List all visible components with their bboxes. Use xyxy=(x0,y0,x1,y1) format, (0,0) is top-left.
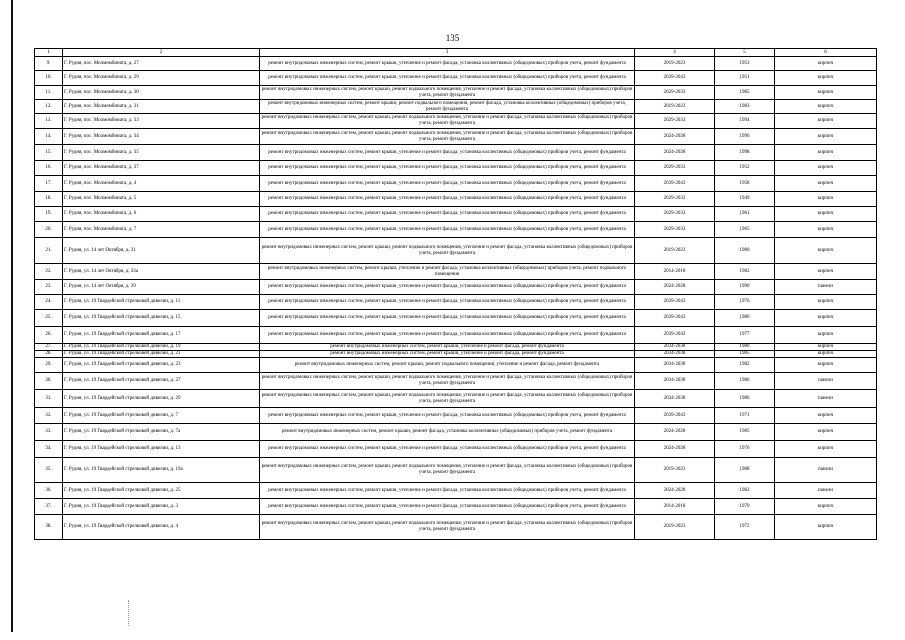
row-number: 11. xyxy=(35,86,63,100)
table-row xyxy=(35,351,877,358)
row-year: 1961 xyxy=(715,207,775,222)
column-number-header-row xyxy=(35,49,877,57)
row-material: кирпич xyxy=(775,114,877,129)
row-number: 12. xyxy=(35,100,63,114)
row-year: 1988 xyxy=(715,458,775,483)
row-works: ремонт внутридомовых инженерных систем, ремонт крыши, утепление и ремонт фасада, установка коллективных (общедомовых) приборов учета, ремонт фундамента xyxy=(260,71,635,86)
row-year: 1985 xyxy=(715,424,775,441)
table-row xyxy=(35,129,877,145)
row-works: ремонт внутридомовых инженерных систем, ремонт крыши, ремонт подвального помещения, утепление и ремонт фасада, ремонт фундамента xyxy=(260,358,635,373)
row-address: Г. Рудня, ул. 14 лет Октября, д. 31 xyxy=(63,238,260,264)
row-works: ремонт внутридомовых инженерных систем, ремонт крыши, ремонт подвального помещения, утепление и ремонт фасада, установка коллективных (общедомовых) приборов учета, ремонт фундамента xyxy=(260,390,635,408)
table-row xyxy=(35,483,877,499)
col-header-3: 3 xyxy=(260,49,635,57)
row-works: ремонт внутридомовых инженерных систем, ремонт крыши, утепление и ремонт фасада, ремонт фундамента xyxy=(260,351,635,358)
row-address: Г. Рудня, ул. 19 Гвардейской стрелковой дивизии, д. 23 xyxy=(63,358,260,373)
col-header-4: 4 xyxy=(635,49,715,57)
row-period: 2029-2033 xyxy=(635,114,715,129)
table-row xyxy=(35,358,877,373)
row-number: 20. xyxy=(35,222,63,238)
row-number: 37. xyxy=(35,499,63,515)
table-row xyxy=(35,441,877,458)
col-header-2: 2 xyxy=(63,49,260,57)
row-material: кирпич xyxy=(775,310,877,327)
row-period: 2024-2028 xyxy=(635,129,715,145)
row-address: Г. Рудня, ул. 19 Гвардейской стрелковой дивизии, д. 4 xyxy=(63,515,260,540)
table-row xyxy=(35,408,877,424)
table-row xyxy=(35,71,877,86)
row-works: ремонт внутридомовых инженерных систем, ремонт крыши, ремонт подвального помещения, утепление и ремонт фасада, установка коллективных (общедомовых) приборов учета, ремонт фундамента xyxy=(260,129,635,145)
row-address: Г. Рудня, ул. 19 Гвардейской стрелковой дивизии, д. 21 xyxy=(63,351,260,358)
row-number: 29. xyxy=(35,358,63,373)
row-address: Г. Рудня, пос. Молмомбината, д. 4 xyxy=(63,176,260,192)
table-row xyxy=(35,207,877,222)
row-year: 1951 xyxy=(715,71,775,86)
row-works: ремонт внутридомовых инженерных систем, ремонт крыши, ремонт подвального помещения, ремонт фасада, установка коллективных (общедомовых) приборов учета, ремонт фундамента xyxy=(260,100,635,114)
row-address: Г. Рудня, пос. Молмомбината, д. 31 xyxy=(63,100,260,114)
row-material: кирпич xyxy=(775,176,877,192)
col-header-1: 1 xyxy=(35,49,63,57)
table-row xyxy=(35,424,877,441)
row-number: 14. xyxy=(35,129,63,145)
row-number: 19. xyxy=(35,207,63,222)
row-address: Г. Рудня, ул. 14 лет Октября, д. 33а xyxy=(63,264,260,280)
row-number: 38. xyxy=(35,515,63,540)
row-year: 1971 xyxy=(715,408,775,424)
row-period: 2039-2043 xyxy=(635,176,715,192)
row-material: панели xyxy=(775,458,877,483)
row-works: ремонт внутридомовых инженерных систем, ремонт крыши, утепление и ремонт фасада, установка коллективных (общедомовых) приборов учета, ремонт подвального помещения xyxy=(260,264,635,280)
row-number: 27. xyxy=(35,344,63,351)
row-works: ремонт внутридомовых инженерных систем, ремонт крыши, ремонт подвального помещения, утепление и ремонт фасада, установка коллективных (общедомовых) приборов учета, ремонт фундамента xyxy=(260,458,635,483)
row-period: 2034-2038 xyxy=(635,358,715,373)
row-period: 2019-2023 xyxy=(635,515,715,540)
row-number: 23. xyxy=(35,280,63,295)
row-address: Г. Рудня, пос. Молмомбината, д. 29 xyxy=(63,71,260,86)
row-year: 1977 xyxy=(715,327,775,344)
row-works: ремонт внутридомовых инженерных систем, ремонт крыши, утепление и ремонт фасада, установка коллективных (общедомовых) приборов учета, ремонт фундамента xyxy=(260,327,635,344)
row-year: 1953 xyxy=(715,57,775,71)
row-material: кирпич xyxy=(775,71,877,86)
repair-schedule-table xyxy=(34,48,877,540)
row-material: кирпич xyxy=(775,515,877,540)
row-number: 26. xyxy=(35,327,63,344)
row-works: ремонт внутридомовых инженерных систем, ремонт крыши, утепление и ремонт фасада, установка коллективных (общедомовых) приборов учета, ремонт фундамента xyxy=(260,161,635,176)
row-number: 16. xyxy=(35,161,63,176)
col-header-5: 5 xyxy=(715,49,775,57)
row-address: Г. Рудня, ул. 19 Гвардейской стрелковой дивизии, д. 25 xyxy=(63,483,260,499)
table-row xyxy=(35,161,877,176)
row-address: Г. Рудня, ул. 19 Гвардейской стрелковой дивизии, д. 19а xyxy=(63,458,260,483)
row-material: кирпич xyxy=(775,327,877,344)
row-address: Г. Рудня, пос. Молмомбината, д. 27 xyxy=(63,57,260,71)
row-material: панели xyxy=(775,390,877,408)
row-year: 1976 xyxy=(715,441,775,458)
row-number: 28. xyxy=(35,351,63,358)
row-number: 22. xyxy=(35,264,63,280)
row-address: Г. Рудня, ул. 14 лет Октября, д. 39 xyxy=(63,280,260,295)
row-number: 21. xyxy=(35,238,63,264)
row-number: 35. xyxy=(35,458,63,483)
row-works: ремонт внутридомовых инженерных систем, ремонт крыши, утепление и ремонт фасада, установка коллективных (общедомовых) приборов учета, ремонт фундамента xyxy=(260,499,635,515)
row-number: 32. xyxy=(35,408,63,424)
row-works: ремонт внутридомовых инженерных систем, ремонт крыши, ремонт подвального помещения, утепление и ремонт фасада, установка коллективных (общедомовых) приборов учета, ремонт фундамента xyxy=(260,238,635,264)
table-row xyxy=(35,458,877,483)
row-material: кирпич xyxy=(775,57,877,71)
row-period: 2039-2043 xyxy=(635,310,715,327)
table-row xyxy=(35,390,877,408)
row-number: 31. xyxy=(35,390,63,408)
row-period: 2039-2043 xyxy=(635,295,715,310)
row-period: 2039-2043 xyxy=(635,408,715,424)
row-material: кирпич xyxy=(775,238,877,264)
row-works: ремонт внутридомовых инженерных систем, ремонт крыши, утепление и ремонт фасада, установка коллективных (общедомовых) приборов учета, ремонт фундамента xyxy=(260,176,635,192)
row-works: ремонт внутридомовых инженерных систем, ремонт крыши, утепление и ремонт фасада, установка коллективных (общедомовых) приборов учета, ремонт фундамента xyxy=(260,222,635,238)
row-address: Г. Рудня, ул. 19 Гвардейской стрелковой дивизии, д. 29 xyxy=(63,390,260,408)
row-works: ремонт внутридомовых инженерных систем, ремонт крыши, утепление и ремонт фасада, ремонт фундамента xyxy=(260,344,635,351)
row-works: ремонт внутридомовых инженерных систем, ремонт крыши, ремонт фасада, установка коллективных (общедомовых) приборов учета, ремонт фундамента xyxy=(260,424,635,441)
table-row xyxy=(35,114,877,129)
row-year: 1982 xyxy=(715,358,775,373)
row-period: 2034-2038 xyxy=(635,351,715,358)
row-address: Г. Рудня, пос. Молмомбината, д. 6 xyxy=(63,207,260,222)
row-address: Г. Рудня, ул. 19 Гвардейской стрелковой дивизии, д. 15 xyxy=(63,310,260,327)
row-period: 2034-2038 xyxy=(635,373,715,390)
row-period: 2039-2043 xyxy=(635,327,715,344)
row-address: Г. Рудня, ул. 19 Гвардейской стрелковой дивизии, д. 19 xyxy=(63,344,260,351)
row-period: 2019-2023 xyxy=(635,100,715,114)
row-year: 1996 xyxy=(715,129,775,145)
row-period: 2024-2028 xyxy=(635,483,715,499)
row-works: ремонт внутридомовых инженерных систем, ремонт крыши, утепление и ремонт фасада, установка коллективных (общедомовых) приборов учета, ремонт фундамента xyxy=(260,310,635,327)
row-works: ремонт внутридомовых инженерных систем, ремонт крыши, утепление и ремонт фасада, установка коллективных (общедомовых) приборов учета, ремонт фундамента xyxy=(260,295,635,310)
row-material: кирпич xyxy=(775,441,877,458)
row-period: 2034-2038 xyxy=(635,390,715,408)
row-material: кирпич xyxy=(775,222,877,238)
table-row xyxy=(35,192,877,207)
table-row xyxy=(35,100,877,114)
row-number: 24. xyxy=(35,295,63,310)
row-period: 2029-2033 xyxy=(635,222,715,238)
row-address: Г. Рудня, пос. Молмомбината, д. 34 xyxy=(63,129,260,145)
row-year: 1972 xyxy=(715,515,775,540)
row-number: 10. xyxy=(35,71,63,86)
row-period: 2019-2023 xyxy=(635,238,715,264)
row-year: 1982 xyxy=(715,483,775,499)
row-year: 1986 xyxy=(715,390,775,408)
row-works: ремонт внутридомовых инженерных систем, ремонт крыши, утепление и ремонт фасада, установка коллективных (общедомовых) приборов учета, ремонт фундамента xyxy=(260,280,635,295)
table-row xyxy=(35,373,877,390)
row-works: ремонт внутридомовых инженерных систем, ремонт крыши, утепление и ремонт фасада, установка коллективных (общедомовых) приборов учета, ремонт фундамента xyxy=(260,207,635,222)
row-period: 2029-2033 xyxy=(635,161,715,176)
table-row xyxy=(35,327,877,344)
row-material: кирпич xyxy=(775,424,877,441)
row-material: кирпич xyxy=(775,192,877,207)
row-number: 30. xyxy=(35,373,63,390)
row-material: кирпич xyxy=(775,344,877,351)
row-period: 2019-2023 xyxy=(635,57,715,71)
row-period: 2029-2033 xyxy=(635,86,715,100)
row-material: панели xyxy=(775,373,877,390)
row-year: 1982 xyxy=(715,264,775,280)
row-year: 1986 xyxy=(715,373,775,390)
table-row xyxy=(35,145,877,161)
row-year: 1949 xyxy=(715,192,775,207)
row-material: кирпич xyxy=(775,161,877,176)
row-number: 33. xyxy=(35,424,63,441)
row-period: 2014-2018 xyxy=(635,264,715,280)
row-number: 15. xyxy=(35,145,63,161)
row-period: 2024-2028 xyxy=(635,145,715,161)
row-number: 17. xyxy=(35,176,63,192)
row-material: кирпич xyxy=(775,295,877,310)
row-works: ремонт внутридомовых инженерных систем, ремонт крыши, ремонт подвального помещения, утепление и ремонт фасада, установка коллективных (общедомовых) приборов учета, ремонт фундамента xyxy=(260,86,635,100)
table-row xyxy=(35,344,877,351)
row-address: Г. Рудня, ул. 19 Гвардейской стрелковой дивизии, д. 17 xyxy=(63,327,260,344)
row-period: 2019-2023 xyxy=(635,458,715,483)
row-works: ремонт внутридомовых инженерных систем, ремонт крыши, ремонт подвального помещения, утепление и ремонт фасада, установка коллективных (общедомовых) приборов учета, ремонт фундамента xyxy=(260,515,635,540)
row-material: кирпич xyxy=(775,86,877,100)
row-period: 2024-2028 xyxy=(635,280,715,295)
row-works: ремонт внутридомовых инженерных систем, ремонт крыши, утепление и ремонт фасада, установка коллективных (общедомовых) приборов учета, ремонт фундамента xyxy=(260,57,635,71)
row-address: Г. Рудня, пос. Молмомбината, д. 33 xyxy=(63,114,260,129)
row-address: Г. Рудня, ул. 19 Гвардейской стрелковой дивизии, д. 13 xyxy=(63,441,260,458)
row-period: 2014-2018 xyxy=(635,499,715,515)
row-period: 2024-2028 xyxy=(635,424,715,441)
row-address: Г. Рудня, ул. 19 Гвардейской стрелковой дивизии, д. 27 xyxy=(63,373,260,390)
row-year: 1998 xyxy=(715,145,775,161)
table-row xyxy=(35,264,877,280)
table-row xyxy=(35,310,877,327)
row-works: ремонт внутридомовых инженерных систем, ремонт крыши, утепление и ремонт фасада, установка коллективных (общедомовых) приборов учета, ремонт фундамента xyxy=(260,441,635,458)
row-material: кирпич xyxy=(775,499,877,515)
row-material: кирпич xyxy=(775,100,877,114)
row-material: панели xyxy=(775,483,877,499)
row-address: Г. Рудня, ул. 19 Гвардейской стрелковой дивизии, д. 7 xyxy=(63,408,260,424)
row-year: 1994 xyxy=(715,114,775,129)
row-address: Г. Рудня, пос. Молмомбината, д. 5 xyxy=(63,192,260,207)
row-period: 2039-2043 xyxy=(635,71,715,86)
row-address: Г. Рудня, пос. Молмомбината, д. 30 xyxy=(63,86,260,100)
row-material: кирпич xyxy=(775,129,877,145)
col-header-6: 6 xyxy=(775,49,877,57)
row-year: 1983 xyxy=(715,100,775,114)
row-number: 9. xyxy=(35,57,63,71)
row-address: Г. Рудня, ул. 19 Гвардейской стрелковой дивизии, д. 7а xyxy=(63,424,260,441)
row-works: ремонт внутридомовых инженерных систем, ремонт крыши, утепление и ремонт фасада, установка коллективных (общедомовых) приборов учета, ремонт фундамента xyxy=(260,192,635,207)
row-works: ремонт внутридомовых инженерных систем, ремонт крыши, ремонт подвального помещения, утепление и ремонт фасада, установка коллективных (общедомовых) приборов учета, ремонт фундамента xyxy=(260,114,635,129)
row-year: 1980 xyxy=(715,238,775,264)
row-material: кирпич xyxy=(775,408,877,424)
row-year: 1985 xyxy=(715,351,775,358)
row-year: 1958 xyxy=(715,176,775,192)
table-row xyxy=(35,280,877,295)
row-material: кирпич xyxy=(775,207,877,222)
row-year: 1985 xyxy=(715,86,775,100)
row-material: кирпич xyxy=(775,358,877,373)
row-works: ремонт внутридомовых инженерных систем, ремонт крыши, ремонт подвального помещения, утепление и ремонт фасада, установка коллективных (общедомовых) приборов учета, ремонт фундамента xyxy=(260,373,635,390)
row-year: 1976 xyxy=(715,295,775,310)
row-year: 1980 xyxy=(715,344,775,351)
row-period: 2024-2028 xyxy=(635,441,715,458)
row-address: Г. Рудня, пос. Молмомбината, д. 7 xyxy=(63,222,260,238)
table-row xyxy=(35,222,877,238)
row-number: 18. xyxy=(35,192,63,207)
row-year: 1980 xyxy=(715,310,775,327)
row-address: Г. Рудня, пос. Молмомбината, д. 35 xyxy=(63,145,260,161)
table-row xyxy=(35,176,877,192)
row-material: панели xyxy=(775,280,877,295)
row-number: 25. xyxy=(35,310,63,327)
row-works: ремонт внутридомовых инженерных систем, ремонт крыши, утепление и ремонт фасада, установка коллективных (общедомовых) приборов учета, ремонт фундамента xyxy=(260,408,635,424)
row-number: 36. xyxy=(35,483,63,499)
row-material: кирпич xyxy=(775,264,877,280)
row-material: кирпич xyxy=(775,145,877,161)
row-material: кирпич xyxy=(775,351,877,358)
table-row xyxy=(35,238,877,264)
row-address: Г. Рудня, пос. Молмомбината, д. 37 xyxy=(63,161,260,176)
row-period: 2029-2033 xyxy=(635,207,715,222)
table-body xyxy=(35,49,877,540)
table-row xyxy=(35,499,877,515)
row-number: 13. xyxy=(35,114,63,129)
table-row xyxy=(35,515,877,540)
row-year: 1952 xyxy=(715,161,775,176)
row-address: Г. Рудня, ул. 19 Гвардейской стрелковой дивизии, д. 11 xyxy=(63,295,260,310)
row-works: ремонт внутридомовых инженерных систем, ремонт крыши, утепление и ремонт фасада, установка коллективных (общедомовых) приборов учета, ремонт фундамента xyxy=(260,145,635,161)
row-number: 34. xyxy=(35,441,63,458)
page-number: 135 xyxy=(445,33,460,43)
row-period: 2029-2033 xyxy=(635,192,715,207)
left-margin-line xyxy=(11,0,13,632)
row-address: Г. Рудня, ул. 19 Гвардейской стрелковой дивизии, д. 3 xyxy=(63,499,260,515)
row-works: ремонт внутридомовых инженерных систем, ремонт крыши, утепление и ремонт фасада, установка коллективных (общедомовых) приборов учета, ремонт фундамента xyxy=(260,483,635,499)
scan-artifact-dots xyxy=(128,600,131,626)
row-year: 1990 xyxy=(715,280,775,295)
row-period: 2034-2038 xyxy=(635,344,715,351)
row-year: 1965 xyxy=(715,222,775,238)
row-year: 1970 xyxy=(715,499,775,515)
table-row xyxy=(35,86,877,100)
table-row xyxy=(35,295,877,310)
table-row xyxy=(35,57,877,71)
